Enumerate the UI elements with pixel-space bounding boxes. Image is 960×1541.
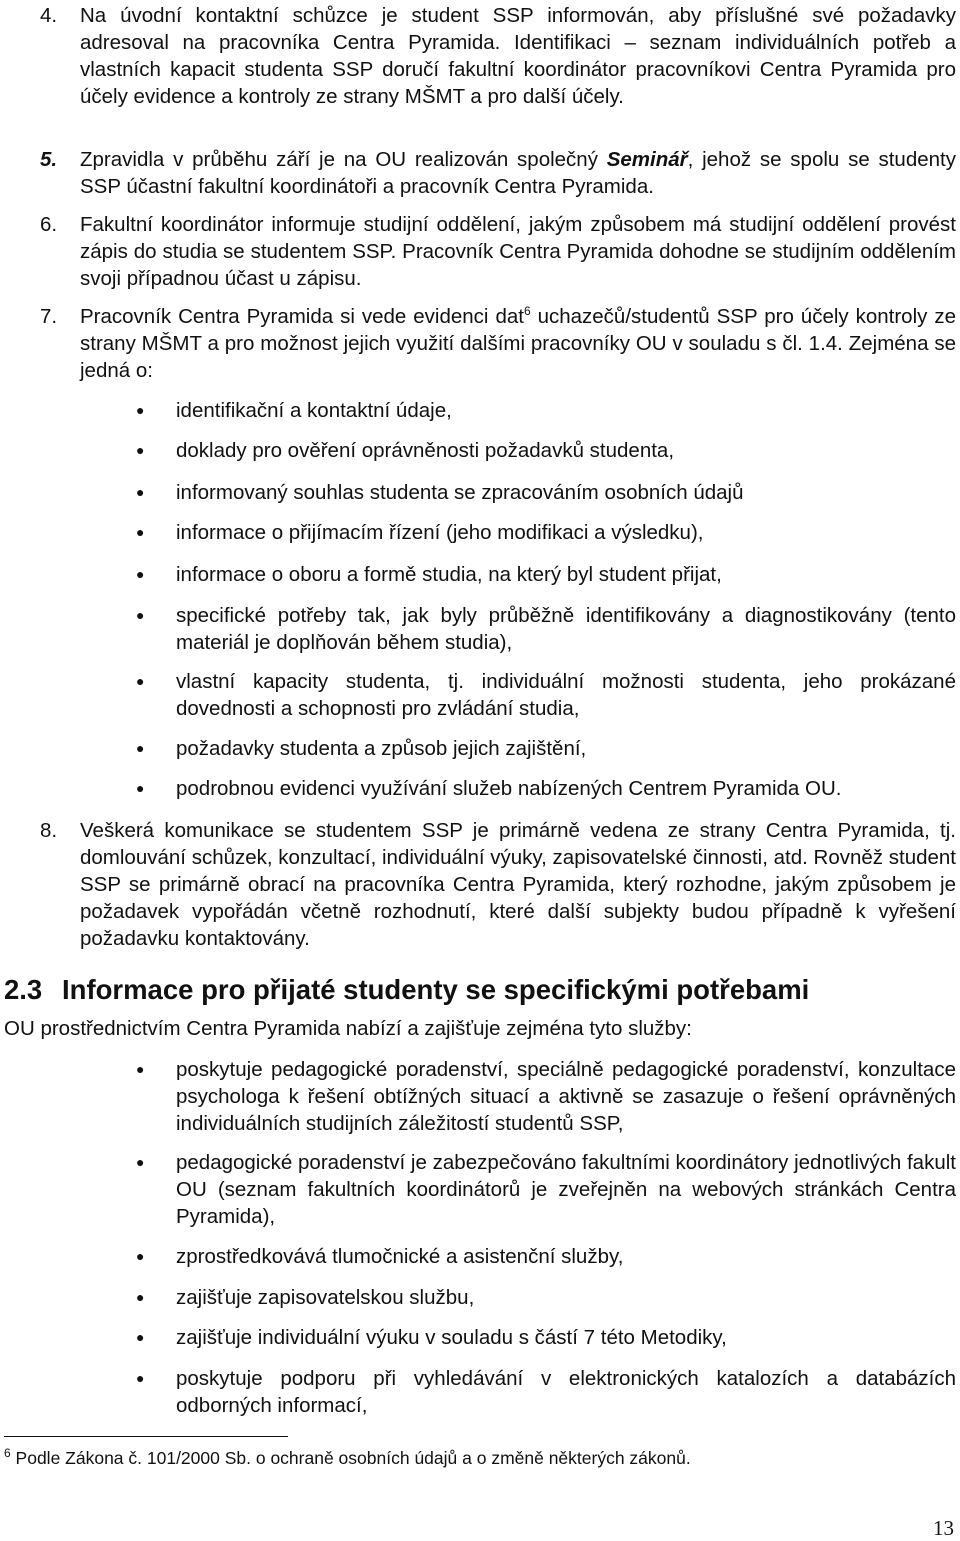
bullet-icon: ● [136,1289,145,1305]
item-text: Fakultní koordinátor informuje studijní oddělení, jakým způsobem má studijní oddělení provést zápis do studia se studentem SSP. Pracovník Centra Pyramida dohodne se studijním oddělením svoji případnou účast u zápisu. [80,213,956,290]
bullet-icon: ● [136,673,145,689]
item-number: 8. [40,819,58,842]
item-number: 6. [40,213,58,236]
list-item: ● zajišťuje zapisovatelskou službu, [136,1286,475,1309]
bullet-icon: ● [136,1061,145,1077]
list-item: ● poskytuje podporu při vyhledávání v elektronických katalozích a databázích odborných informací, [136,1367,956,1417]
list-item-6 [40,211,956,292]
item-number: 7. [40,305,58,328]
list-item: ● zajišťuje individuální výuku v souladu s částí 7 této Metodiky, [136,1326,727,1349]
item-text: Veškerá komunikace se studentem SSP je primárně vedena ze strany Centra Pyramida, tj. domlouvání schůzek, konzultací, individuální výuky, zapisovatelské činnosti, atd. Rovněž student SSP se primárně obrací na pracovníka Centra Pyramida, který rozhodne, jakým způsobem je požadavek vypořádán včetně rozhodnutí, které další subjekty budou případně k vyřešení požadavku kontaktovány. [80,819,956,950]
bullet-icon: ● [136,524,145,540]
section-title: Informace pro přijaté studenty se specifickými potřebami [62,974,810,1005]
list-item-4 [40,2,956,110]
list-item: ● poskytuje pedagogické poradenství, speciálně pedagogické poradenství, konzultace psychologa k řešení obtížných situací a aktivně se zasazuje o řešení oprávněných individuálních studijních záležitostí studentů SSP, [136,1058,956,1135]
list-item: ● vlastní kapacity studenta, tj. individuální možnosti studenta, jeho prokázané dovednosti a schopnosti pro zvládání studia, [136,670,956,720]
item-text: Na úvodní kontaktní schůzce je student SSP informován, aby příslušné své požadavky adresoval na pracovníka Centra Pyramida. Identifikaci – seznam individuálních potřeb a vlastních kapacit studenta SSP doručí fakultní koordinátor pracovníkovi Centra Pyramida pro účely evidence a kontroly ze strany MŠMT a pro další účely. [80,4,956,108]
item-text: Zpravidla v průběhu září je na OU realizován společný Seminář, jehož se spolu se studenty SSP účastní fakultní koordinátoři a pracovník Centra Pyramida. [80,148,956,198]
bullet-icon: ● [136,1154,145,1170]
bullet-icon: ● [136,442,145,458]
item-number: 4. [40,4,58,27]
bullet-icon: ● [136,740,145,756]
bullet-icon: ● [136,402,145,418]
list-item: ● specifické potřeby tak, jak byly průběžně identifikovány a diagnostikovány (tento materiál je doplňován během studia), [136,604,956,654]
footnote-text: Podle Zákona č. 101/2000 Sb. o ochraně osobních údajů a o změně některých zákonů. [10,1448,691,1468]
list-item: ● informovaný souhlas studenta se zpracováním osobních údajů [136,481,744,504]
bullet-icon: ● [136,1370,145,1386]
list-item: ● informace o přijímacím řízení (jeho modifikaci a výsledku), [136,521,704,544]
item-text: Pracovník Centra Pyramida si vede evidenci dat$^6$ uchazečů/studentů SSP pro účely kontroly ze strany MŠMT a pro možnost jejich využití dalšími pracovníky OU v souladu s čl. 1.4. Zejména se jedná o: [80,304,956,382]
footnote [4,1446,904,1470]
list-item-8 [40,817,956,952]
bullet-icon: ● [136,780,145,796]
footnote-divider [4,1436,288,1437]
section-number: 2.3 [4,974,43,1005]
list-item: ● požadavky studenta a způsob jejich zajištění, [136,737,587,760]
list-item: ● identifikační a kontaktní údaje, [136,399,452,422]
list-item: ● pedagogické poradenství je zabezpečováno fakultními koordinátory jednotlivých fakult OU (seznam fakultních koordinátorů je zveřejněn na webových stránkách Centra Pyramida), [136,1151,956,1228]
list-item-7 [40,303,956,384]
footnote-ref: 6 [523,304,531,319]
list-item: ● zprostředkovává tlumočnické a asistenční služby, [136,1245,624,1268]
footnote-marker: 6 [4,1446,11,1461]
list-item: ● doklady pro ověření oprávněnosti požadavků studenta, [136,439,675,462]
section-heading [4,972,954,1008]
page-number: 13 [933,1516,954,1540]
list-item-5 [40,146,956,200]
list-item: ● podrobnou evidenci využívání služeb nabízených Centrem Pyramida OU. [136,777,842,800]
bullet-icon: ● [136,1329,145,1345]
bullet-icon: ● [136,566,145,582]
section-intro: OU prostřednictvím Centra Pyramida nabízí a zajišťuje zejména tyto služby: [4,1017,692,1040]
item-number: 5. [40,148,58,171]
bullet-icon: ● [136,1248,145,1264]
bullet-icon: ● [136,484,145,500]
list-item: ● informace o oboru a formě studia, na který byl student přijat, [136,563,722,586]
seminar-emphasis: Seminář [606,148,688,171]
bullet-icon: ● [136,607,145,623]
